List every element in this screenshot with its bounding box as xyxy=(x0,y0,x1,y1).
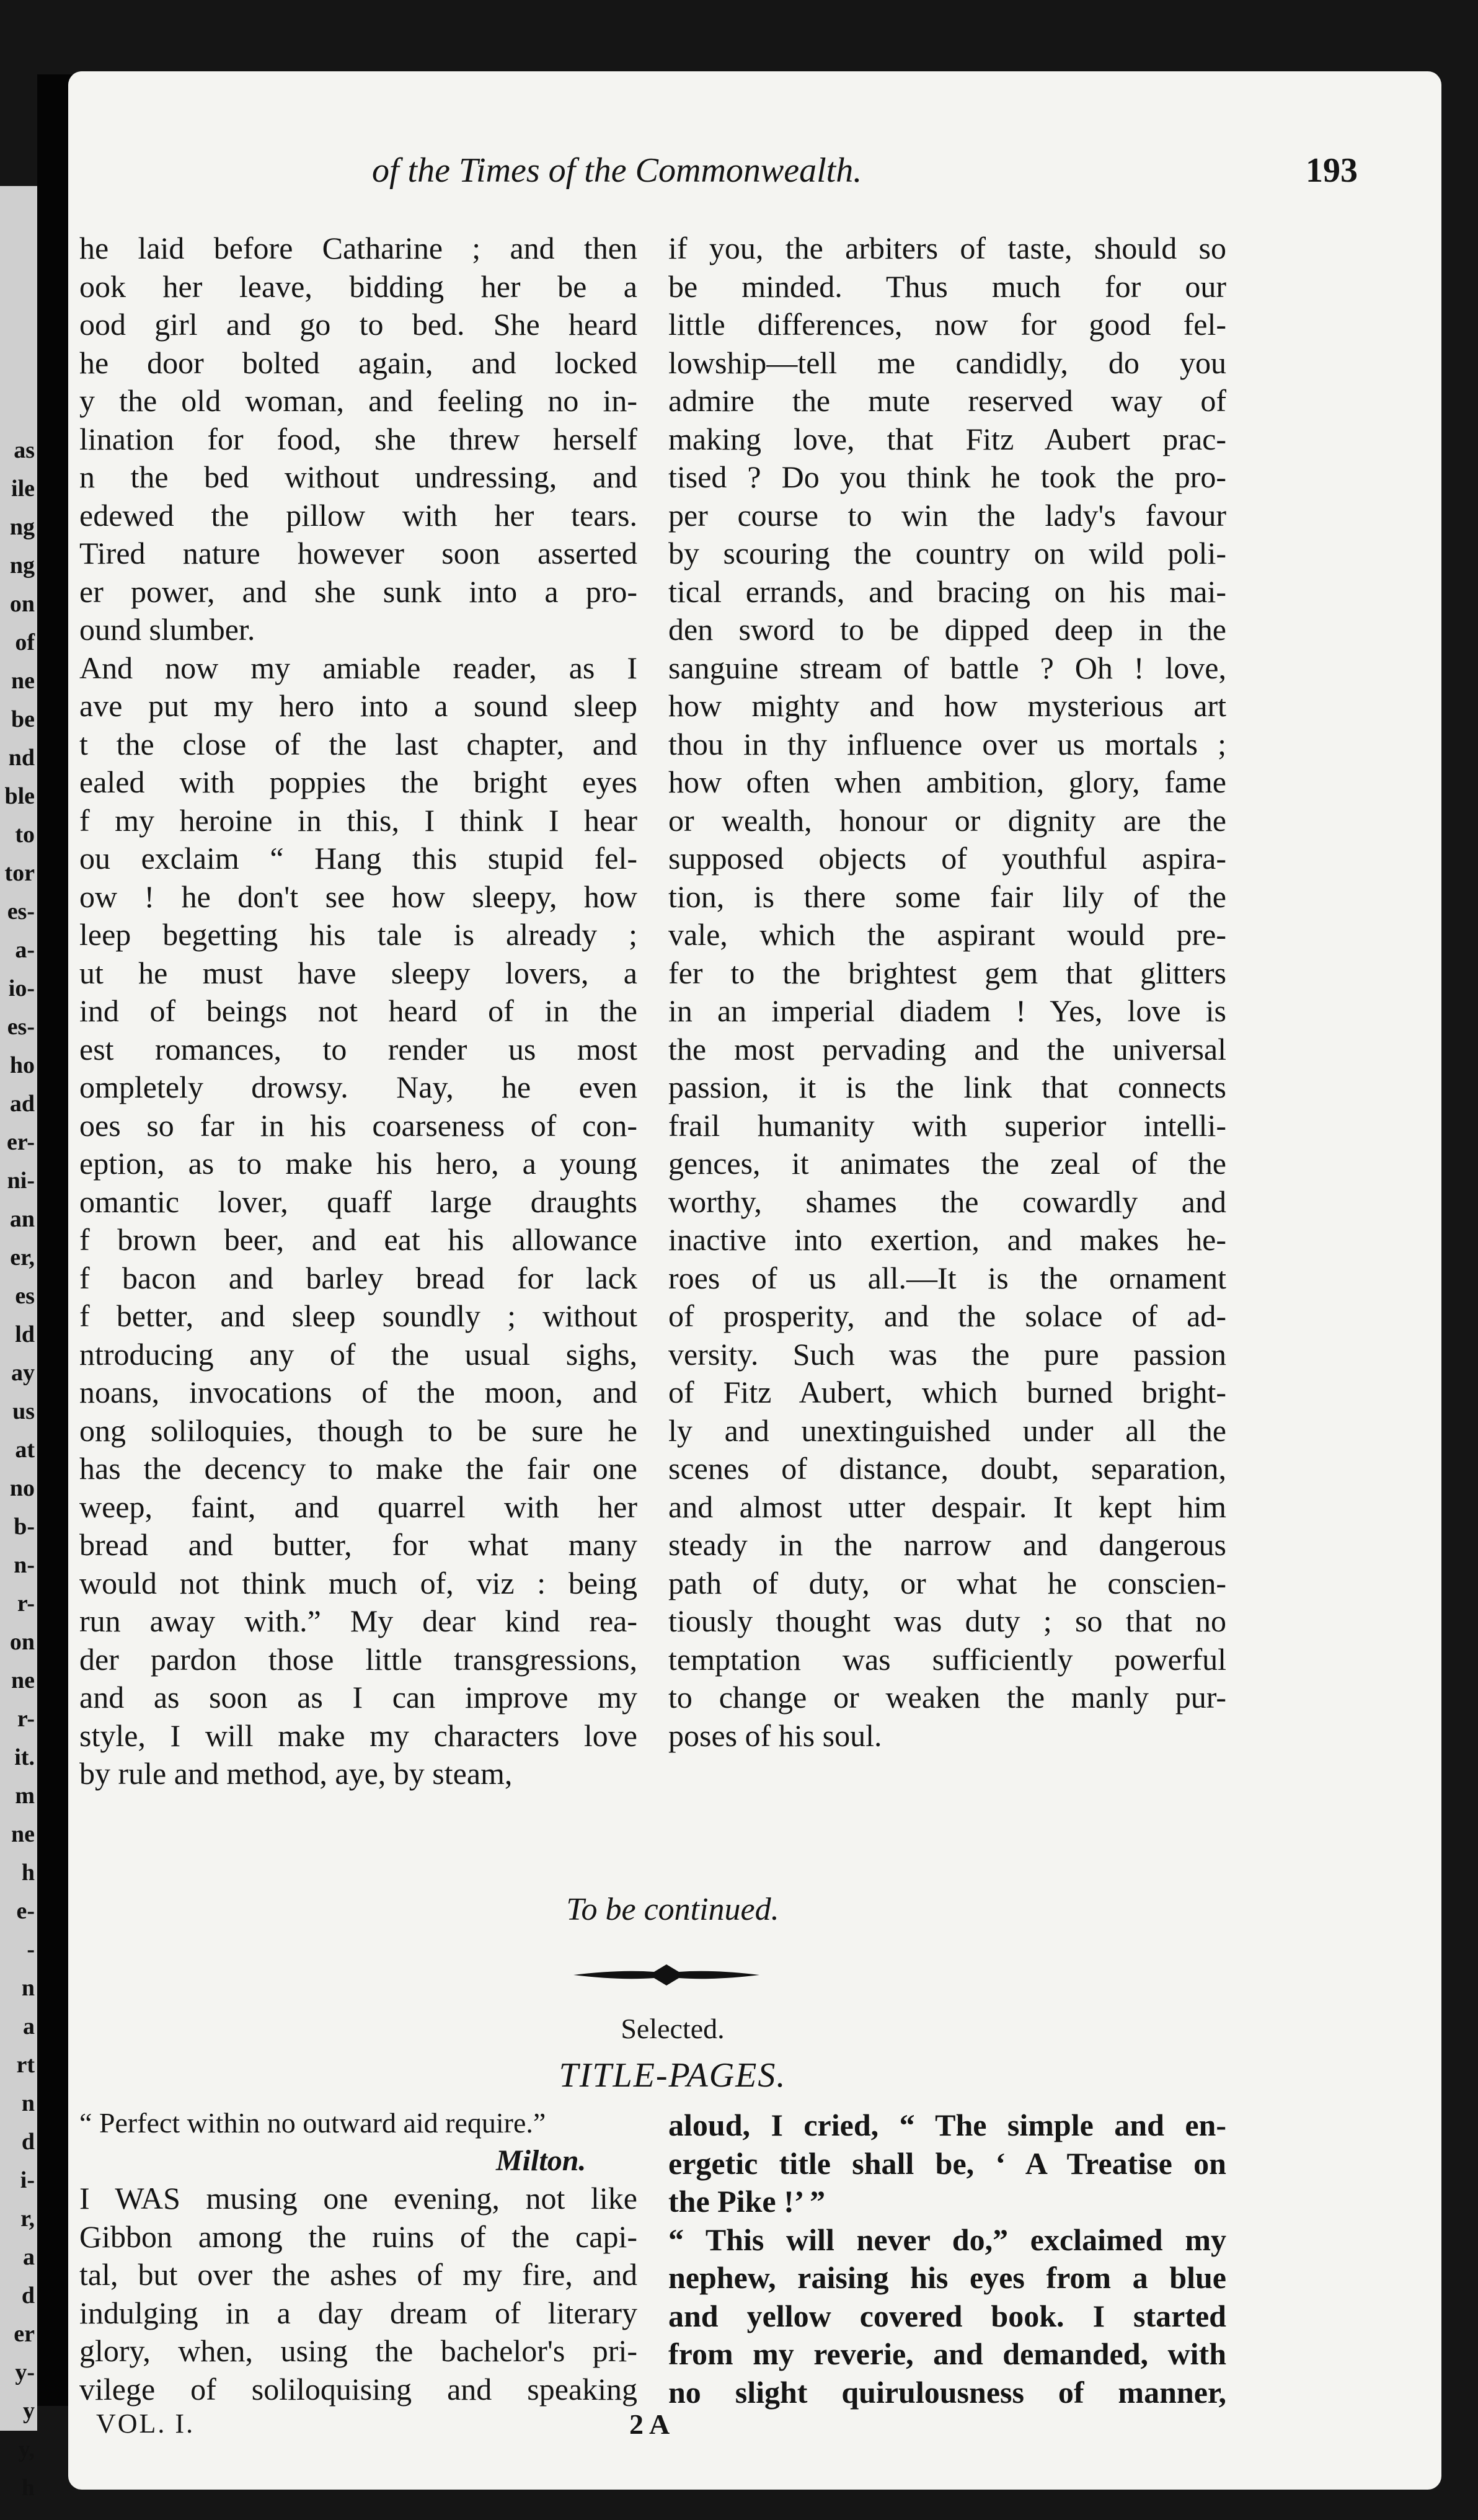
text-line: tical errands, and bracing on his mai- xyxy=(668,574,1226,609)
gutter-fragment: ble xyxy=(4,783,35,809)
text-line: And now my amiable reader, as I xyxy=(79,650,637,685)
divider-ornament xyxy=(573,1959,759,1990)
gutter-fragment: a xyxy=(23,2013,35,2039)
text-line: be minded. Thus much for our xyxy=(668,268,1226,304)
text-line: how often when ambition, glory, fame xyxy=(668,765,1226,799)
gutter-fragment: r, xyxy=(20,2206,35,2232)
text-line: and as soon as I can improve my xyxy=(79,1680,637,1715)
text-line: Tired nature however soon asserted xyxy=(79,536,637,570)
text-line: oes so far in his coarseness of con- xyxy=(79,1107,637,1143)
gutter-fragment: d xyxy=(21,2283,35,2309)
page-number: 193 xyxy=(1306,151,1358,190)
gutter-fragment: m xyxy=(15,1783,35,1809)
gutter-fragment: e- xyxy=(16,1898,35,1924)
gutter-fragment: rt xyxy=(16,2052,35,2078)
gutter-fragment: d xyxy=(21,2129,35,2155)
epigraph-quote: “ Perfect within no outward aid require.” xyxy=(79,2107,546,2139)
text-line: if you, the arbiters of taste, should so xyxy=(668,231,1226,265)
text-line: sanguine stream of battle ? Oh ! love, xyxy=(668,650,1226,685)
text-line: lowship—tell me candidly, do you xyxy=(668,345,1226,380)
gutter-fragment: nd xyxy=(8,745,35,771)
text-line: bread and butter, for what many xyxy=(79,1527,637,1562)
volume-signature: VOL. I. xyxy=(96,2408,195,2439)
text-line: path of duty, or what he conscien- xyxy=(668,1565,1226,1600)
text-line: inactive into exertion, and makes he- xyxy=(668,1222,1226,1257)
text-line: the most pervading and the universal xyxy=(668,1031,1226,1067)
text-line: glory, when, using the bachelor's pri- xyxy=(79,2333,637,2368)
text-line: ow ! he don't see how sleepy, how xyxy=(79,879,637,914)
text-line: and yellow covered book. I started xyxy=(668,2298,1226,2333)
text-line: he door bolted again, and locked xyxy=(79,345,637,380)
text-line: in an imperial diadem ! Yes, love is xyxy=(668,993,1226,1028)
text-line: ntroducing any of the usual sighs, xyxy=(79,1336,637,1372)
gutter-fragment: ng xyxy=(9,514,35,540)
text-line: admire the mute reserved way of xyxy=(668,383,1226,418)
gutter-fragment: n xyxy=(21,2090,35,2116)
epigraph-author: Milton. xyxy=(496,2144,586,2177)
text-line: ealed with poppies the bright eyes xyxy=(79,765,637,799)
signature-mark: 2 A xyxy=(629,2408,670,2440)
gutter-fragment: an xyxy=(9,1206,35,1232)
gutter-fragment: us xyxy=(12,1398,35,1424)
text-line: temptation was sufficiently powerful xyxy=(668,1641,1226,1677)
text-line: thou in thy influence over us mortals ; xyxy=(668,726,1226,761)
continued-note: To be continued. xyxy=(566,1892,779,1927)
running-head xyxy=(68,151,1441,200)
gutter-fragment: er, xyxy=(10,1244,35,1271)
text-line: f brown beer, and eat his allowance xyxy=(79,1222,637,1257)
text-line: no slight quirulousness of manner, xyxy=(668,2374,1226,2410)
gutter-fragment: h xyxy=(21,1860,35,1886)
text-line: style, I will make my characters love xyxy=(79,1718,637,1753)
gutter-fragment: a xyxy=(23,2244,35,2270)
gutter-fragment: y xyxy=(23,2398,35,2424)
gutter-fragment: at xyxy=(15,1437,35,1463)
text-line: gences, it animates the zeal of the xyxy=(668,1146,1226,1181)
gutter-fragment: on xyxy=(9,591,35,617)
gutter-fragment: er- xyxy=(7,1129,35,1155)
gutter-fragment: er xyxy=(14,2321,35,2347)
gutter-fragment: r- xyxy=(17,1706,35,1732)
text-line: est romances, to render us most xyxy=(79,1031,637,1067)
gutter-fragment: ay xyxy=(11,1360,35,1386)
text-line: nephew, raising his eyes from a blue xyxy=(668,2260,1226,2295)
text-line: omantic lover, quaff large draughts xyxy=(79,1184,637,1219)
gutter-fragment: es- xyxy=(7,898,35,925)
text-line: “ This will never do,” exclaimed my xyxy=(668,2222,1226,2257)
gutter-fragment: b- xyxy=(14,1514,35,1540)
text-line: making love, that Fitz Aubert prac- xyxy=(668,421,1226,456)
text-line: has the decency to make the fair one xyxy=(79,1451,637,1486)
gutter-fragment: be xyxy=(11,706,35,732)
text-line: ut he must have sleepy lovers, a xyxy=(79,955,637,990)
gutter-fragment: ne xyxy=(11,1821,35,1847)
text-line: t the close of the last chapter, and xyxy=(79,726,637,761)
text-line: eption, as to make his hero, a young xyxy=(79,1146,637,1181)
gutter-fragment: n xyxy=(21,1975,35,2001)
gutter-fragment: n- xyxy=(14,1552,35,1578)
text-line: ergetic title shall be, ‘ A Treatise on xyxy=(668,2145,1226,2181)
text-line: ind of beings not heard of in the xyxy=(79,993,637,1028)
text-line: den sword to be dipped deep in the xyxy=(668,612,1226,647)
gutter-fragment: r- xyxy=(17,1591,35,1617)
text-line: scenes of distance, doubt, separation, xyxy=(668,1451,1226,1486)
text-line: little differences, now for good fel- xyxy=(668,307,1226,342)
text-line: weep, faint, and quarrel with her xyxy=(79,1489,637,1524)
text-line: leep begetting his tale is already ; xyxy=(79,917,637,952)
text-line: per course to win the lady's favour xyxy=(668,497,1226,533)
running-title: of the Times of the Commonwealth. xyxy=(372,151,862,190)
text-line: ly and unextinguished under all the xyxy=(668,1413,1226,1448)
text-line: from my reverie, and demanded, with xyxy=(668,2336,1226,2371)
text-line: poses of his soul. xyxy=(668,1718,882,1753)
gutter-fragment: ile xyxy=(11,476,35,502)
text-line: frail humanity with superior intelli- xyxy=(668,1107,1226,1143)
text-line: y the old woman, and feeling no in- xyxy=(79,383,637,418)
gutter-fragment: tor xyxy=(4,860,35,886)
text-line: ave put my hero into a sound sleep xyxy=(79,688,637,723)
gutter-fragment: y, xyxy=(18,2436,35,2462)
right-column xyxy=(668,229,1226,1755)
gutter-fragment: of xyxy=(15,629,35,655)
text-line: vale, which the aspirant would pre- xyxy=(668,917,1226,952)
text-line: ompletely drowsy. Nay, he even xyxy=(79,1070,637,1104)
text-line: versity. Such was the pure passion xyxy=(668,1336,1226,1372)
text-line: ound slumber. xyxy=(79,612,255,647)
text-line: by rule and method, aye, by steam, xyxy=(79,1756,513,1791)
text-line: to change or weaken the manly pur- xyxy=(668,1680,1226,1715)
text-line: passion, it is the link that connects xyxy=(668,1070,1226,1104)
gutter-fragment: a- xyxy=(15,937,35,963)
gutter-fragment: - xyxy=(27,1937,35,1963)
gutter-fragment: es xyxy=(15,1283,35,1309)
text-line: supposed objects of youthful aspira- xyxy=(668,841,1226,876)
gutter-fragment: ad xyxy=(9,1091,35,1117)
gutter-fragment: ng xyxy=(9,552,35,579)
gutter-fragment: ho xyxy=(9,1052,35,1078)
gutter-fragment: ld xyxy=(15,1321,35,1347)
text-line: indulging in a day dream of literary xyxy=(79,2295,637,2330)
text-line: er power, and she sunk into a pro- xyxy=(79,574,637,609)
gutter-fragment: to xyxy=(15,822,35,848)
text-line: der pardon those little transgressions, xyxy=(79,1641,637,1677)
text-line: f better, and sleep soundly ; without xyxy=(79,1298,637,1333)
text-line: tion, is there some fair lily of the xyxy=(668,879,1226,914)
text-line: run away with.” My dear kind rea- xyxy=(79,1604,637,1638)
text-line: n the bed without undressing, and xyxy=(79,459,637,494)
text-line: fer to the brightest gem that glitters xyxy=(668,955,1226,990)
gutter-fragment: it. xyxy=(14,1744,35,1770)
gutter-fragment: io- xyxy=(8,975,35,1001)
text-line: Gibbon among the ruins of the capi- xyxy=(79,2219,637,2254)
text-line: aloud, I cried, “ The simple and en- xyxy=(668,2108,1226,2142)
text-line: roes of us all.—It is the ornament xyxy=(668,1260,1226,1295)
facing-page-edge xyxy=(0,186,37,2501)
text-line: vilege of soliloquising and speaking xyxy=(79,2371,637,2407)
text-line: worthy, shames the cowardly and xyxy=(668,1184,1226,1219)
gutter-fragment: y- xyxy=(15,2359,35,2385)
gutter-fragment: i- xyxy=(20,2167,35,2193)
gutter-fragment: as xyxy=(14,437,35,463)
gutter-fragment: ne xyxy=(11,668,35,694)
gutter-fragment: ni- xyxy=(7,1168,35,1194)
book-page xyxy=(68,71,1441,2490)
text-line: f bacon and barley bread for lack xyxy=(79,1260,637,1295)
text-line: noans, invocations of the moon, and xyxy=(79,1375,637,1409)
text-line: would not think much of, viz : being xyxy=(79,1565,637,1600)
left-column xyxy=(79,229,637,1793)
text-line: f my heroine in this, I think I hear xyxy=(79,802,637,838)
text-line: edewed the pillow with her tears. xyxy=(79,497,637,533)
gutter-fragment: es- xyxy=(7,1014,35,1040)
text-line: ou exclaim “ Hang this stupid fel- xyxy=(79,841,637,876)
text-line: I WAS musing one evening, not like xyxy=(79,2181,637,2216)
gutter-fragment: ne xyxy=(11,1667,35,1693)
text-line: or wealth, honour or dignity are the xyxy=(668,802,1226,838)
gutter-fragment: on xyxy=(9,1629,35,1655)
text-line: the Pike !’ ” xyxy=(668,2184,826,2219)
text-line: ood girl and go to bed. She heard xyxy=(79,307,637,342)
essay-right-column xyxy=(668,2106,1226,2411)
text-line: of Fitz Aubert, which burned bright- xyxy=(668,1375,1226,1409)
text-line: tiously thought was duty ; so that no xyxy=(668,1604,1226,1638)
text-line: lination for food, she threw herself xyxy=(79,421,637,456)
text-line: of prosperity, and the solace of ad- xyxy=(668,1298,1226,1333)
section-title: TITLE-PAGES. xyxy=(559,2056,787,2095)
text-line: steady in the narrow and dangerous xyxy=(668,1527,1226,1562)
text-line: tal, but over the ashes of my fire, and xyxy=(79,2257,637,2292)
text-line: and almost utter despair. It kept him xyxy=(668,1489,1226,1524)
text-line: he laid before Catharine ; and then xyxy=(79,231,637,265)
text-line: ook her leave, bidding her be a xyxy=(79,268,637,304)
text-line: tised ? Do you think he took the pro- xyxy=(668,459,1226,494)
text-line: ong soliloquies, though to be sure he xyxy=(79,1413,637,1448)
facing-page-fragments xyxy=(0,431,37,2507)
text-line: how mighty and how mysterious art xyxy=(668,688,1226,723)
selected-label: Selected. xyxy=(621,2013,725,2044)
text-line: by scouring the country on wild poli- xyxy=(668,536,1226,570)
gutter-fragment: h xyxy=(21,2475,35,2501)
gutter-fragment: no xyxy=(9,1475,35,1501)
essay-left-column xyxy=(79,2180,637,2408)
